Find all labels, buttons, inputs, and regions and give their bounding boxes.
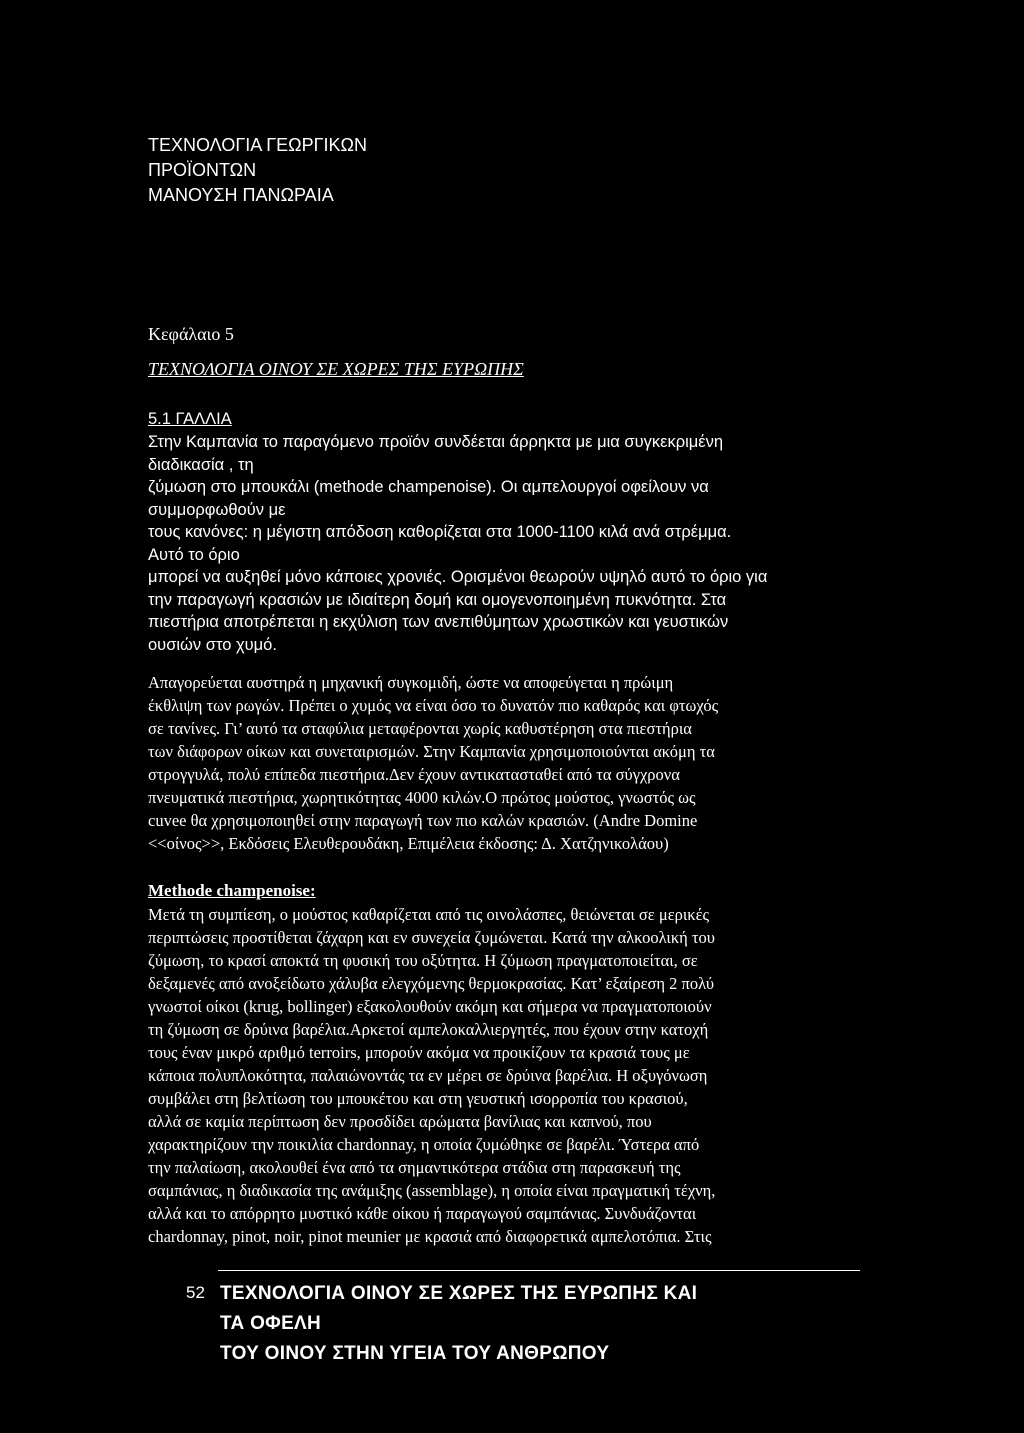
text-line: ζύμωση, το κρασί αποκτά τη φυσική του οξύτητα. Η ζύμωση πραγματοποιείται, σε [148,951,698,970]
page-number: 52 [186,1283,205,1302]
text-line: τους κανόνες: η μέγιστη απόδοση καθορίζεται στα 1000-1100 κιλά ανά στρέμμα. [148,523,732,541]
text-line: Απαγορεύεται αυστηρά η μηχανική συγκομιδή, ώστε να αποφεύγεται η πρώιμη [148,673,674,692]
text-line: συμμορφωθούν με [148,500,286,519]
text-line: ζύμωση στο μπουκάλι (methode champenoise). Οι αμπελουργοί οφείλουν να [148,478,709,496]
footer-title [220,1279,697,1369]
text-line: των διάφορων οίκων και συνεταιρισμών. Στην Καμπανία χρησιμοποιούνται ακόμη τα [148,742,715,761]
text-line: πιεστήρια αποτρέπεται η εκχύλιση των ανεπιθύμητων χρωστικών και γευστικών [148,613,729,631]
footer-title-line: ΤΕΧΝΟΛΟΓΙΑ ΟΙΝΟΥ ΣΕ ΧΩΡΕΣ ΤΗΣ ΕΥΡΩΠΗΣ ΚΑΙ [220,1283,698,1304]
section-heading: 5.1 ΓΑΛΛΙΑ [148,410,232,428]
text-line: Αυτό το όριο [148,545,240,564]
text-line: ουσιών στο χυμό. [148,635,277,654]
text-line: χαρακτηρίζουν την ποικιλία chardonnay, η οποία ζυμώθηκε σε βαρέλι. Ύστερα από [148,1135,700,1154]
text-line: Μετά τη συμπίεση, ο μούστος καθαρίζεται από τις οινολάσπες, θειώνεται σε μερικές [148,905,710,924]
text-line: chardonnay, pinot, noir, pinot meunier με κρασιά από διαφορετικά αμπελοτόπια. Στις [148,1227,712,1246]
document-header [148,133,367,208]
text-line: τους έναν μικρό αριθμό terroirs, μπορούν ακόμα να προικίζουν τα κρασιά τους με [148,1043,690,1062]
text-line: αλλά και το απόρρητο μυστικό κάθε οίκου ή παραγωγού σαμπάνιας. Συνδυάζονται [148,1204,697,1223]
text-line: κάποια πολυπλοκότητα, παλαιώνοντάς τα εν μέρει σε δρύινα βαρέλια. Η οξυγόνωση [148,1066,708,1085]
footer-title-line: ΤΟΥ ΟΙΝΟΥ ΣΤΗΝ ΥΓΕΙΑ ΤΟΥ ΑΝΘΡΩΠΟΥ [220,1343,610,1364]
text-line: την παλαίωση, ακολουθεί ένα από τα σημαντικότερα στάδια στη παρασκευή της [148,1158,681,1177]
text-line: cuvee θα χρησιμοποιηθεί στην παραγωγή των πιο καλών κρασιών. (Andre Domine [148,811,698,830]
methode-body [148,903,888,1248]
text-line: Στην Καμπανία το παραγόμενο προϊόν συνδέεται άρρηκτα με μια συγκεκριμένη [148,433,724,451]
text-line: γνωστοί οίκοι (krug, bollinger) εξακολουθούν ακόμη και σήμερα να πραγματοποιούν [148,997,712,1016]
text-line: διαδικασία , τη [148,455,254,474]
text-line: σαμπάνιας, η διαδικασία της ανάμιξης (assemblage), η οποία είναι πραγματική τέχνη, [148,1181,716,1200]
footer-divider [218,1270,860,1271]
text-line: αλλά σε καμία περίπτωση δεν προσδίδει αρώματα βανίλιας και καπνού, που [148,1112,652,1131]
text-line: περιπτώσεις προστίθεται ζάχαρη και εν συνεχεία ζυμώνεται. Κατά την αλκοολική του [148,928,715,947]
text-line: την παραγωγή κρασιών με ιδιαίτερη δομή και ομογενοποιημένη πυκνότητα. Στα [148,590,727,609]
methode-heading: Methode champenoise: [148,881,316,900]
chapter-title: ΤΕΧΝΟΛΟΓΙΑ ΟΙΝΟΥ ΣΕ ΧΩΡΕΣ ΤΗΣ ΕΥΡΩΠΗΣ [148,359,524,379]
text-line: τη ζύμωση σε δρύινα βαρέλια.Αρκετοί αμπελοκαλλιεργητές, που έχουν στην κατοχή [148,1020,709,1039]
text-line: σε τανίνες. Γι’ αυτό τα σταφύλια μεταφέρονται χωρίς καθυστέρηση στα πιεστήρια [148,719,692,738]
text-line: έκθλιψη των ρωγών. Πρέπει ο χυμός να είναι όσο το δυνατόν πιο καθαρός και φτωχός [148,696,719,715]
text-line: δεξαμενές από ανοξείδωτο χάλυβα ελεγχόμενης θερμοκρασίας. Κατ’ εξαίρεση 2 πολύ [148,974,714,993]
header-line: ΠΡΟΪΟΝΤΩΝ [148,160,257,180]
footer-title-line: ΤΑ ΟΦΕΛΗ [220,1313,322,1334]
section-body [148,671,888,855]
text-line: μπορεί να αυξηθεί μόνο κάποιες χρονιές. Ορισμένοι θεωρούν υψηλό αυτό το όριο για [148,568,768,586]
text-line: συμβάλει στη βελτίωση του μπουκέτου και στη γευστική ισορροπία του κρασιού, [148,1089,688,1108]
chapter-label: Κεφάλαιο 5 [148,324,234,344]
text-line: στρογγυλά, πολύ επίπεδα πιεστήρια.Δεν έχουν αντικατασταθεί από τα σύγχρονα [148,765,680,784]
header-line: ΤΕΧΝΟΛΟΓΙΑ ΓΕΩΡΓΙΚΩΝ [148,135,368,155]
section-intro [148,431,888,656]
header-line: ΜΑΝΟΥΣΗ ΠΑΝΩΡΑΙΑ [148,185,334,205]
text-line: πνευματικά πιεστήρια, χωρητικότητας 4000 κιλών.Ο πρώτος μούστος, γνωστός ως [148,788,696,807]
text-line: <<οίνος>>, Εκδόσεις Ελευθερουδάκη, Επιμέλεια έκδοσης: Δ. Χατζηνικολάου) [148,834,669,853]
